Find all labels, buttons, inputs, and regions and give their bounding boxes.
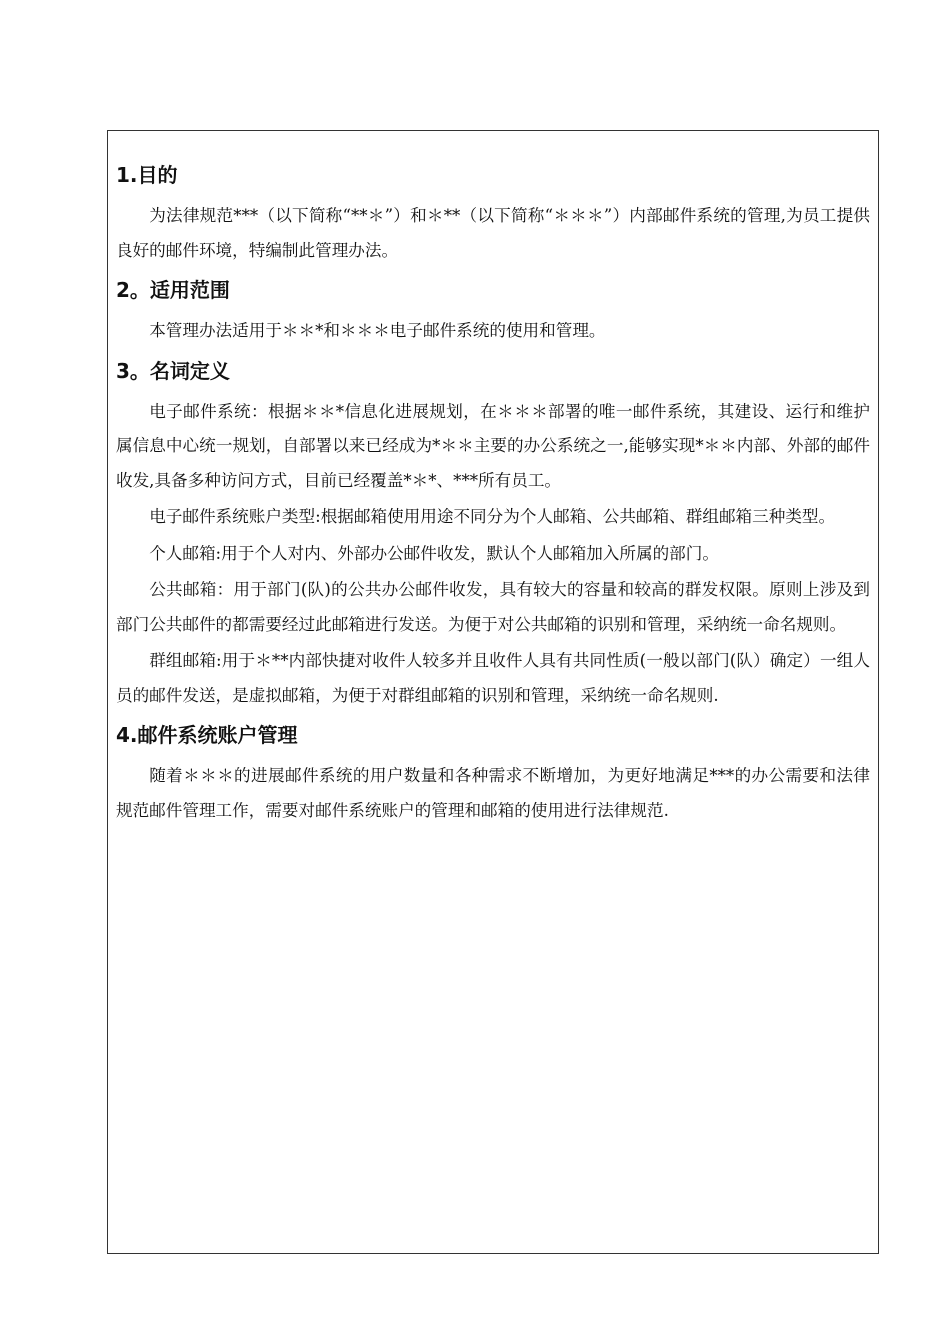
section-heading: 3。名词定义 [116,358,230,383]
section-account-management [116,721,870,828]
section-scope [116,276,870,349]
section-heading: 4.邮件系统账户管理 [116,723,298,747]
section-definitions [116,357,870,714]
paragraph: 电子邮件系统账户类型:根据邮箱使用用途不同分为个人邮箱、公共邮箱、群组邮箱三种类型。 [149,507,836,526]
document-frame [107,130,879,1254]
paragraph: 群组邮箱:用于＊**内部快捷对收件人较多并且收件人具有共同性质(一般以部门(队）确定）一组人员的邮件发送，是虚拟邮箱，为便于对群组邮箱的识别和管理，采纳统一命名规则. [116,651,870,705]
section-purpose [116,161,870,268]
paragraph: 随着＊＊＊的进展邮件系统的用户数量和各种需求不断增加，为更好地满足***的办公需要和法律规范邮件管理工作，需要对邮件系统账户的管理和邮箱的使用进行法律规范. [116,766,870,820]
paragraph: 个人邮箱:用于个人对内、外部办公邮件收发，默认个人邮箱加入所属的部门。 [149,543,719,563]
section-heading: 2。适用范围 [116,278,230,302]
section-heading: 1.目的 [116,163,178,187]
paragraph: 本管理办法适用于＊＊*和＊＊＊电子邮件系统的使用和管理。 [149,321,606,340]
paragraph: 为法律规范***（以下简称“**＊”）和＊**（以下简称“＊＊＊”）内部邮件系统的管理,为员工提供良好的邮件环境，特编制此管理办法。 [116,206,870,260]
paragraph: 电子邮件系统：根据＊＊*信息化进展规划，在＊＊＊部署的唯一邮件系统，其建设、运行和维护属信息中心统一规划，自部署以来已经成为*＊＊主要的办公系统之一,能够实现*＊＊内部、外部的邮件收发,具备多种访问方式，目前已经覆盖*＊*、***所有员工。 [116,401,870,490]
paragraph: 公共邮箱：用于部门(队)的公共办公邮件收发，具有较大的容量和较高的群发权限。原则上涉及到部门公共邮件的都需要经过此邮箱进行发送。为便于对公共邮箱的识别和管理，采纳统一命名规则。 [116,580,870,634]
